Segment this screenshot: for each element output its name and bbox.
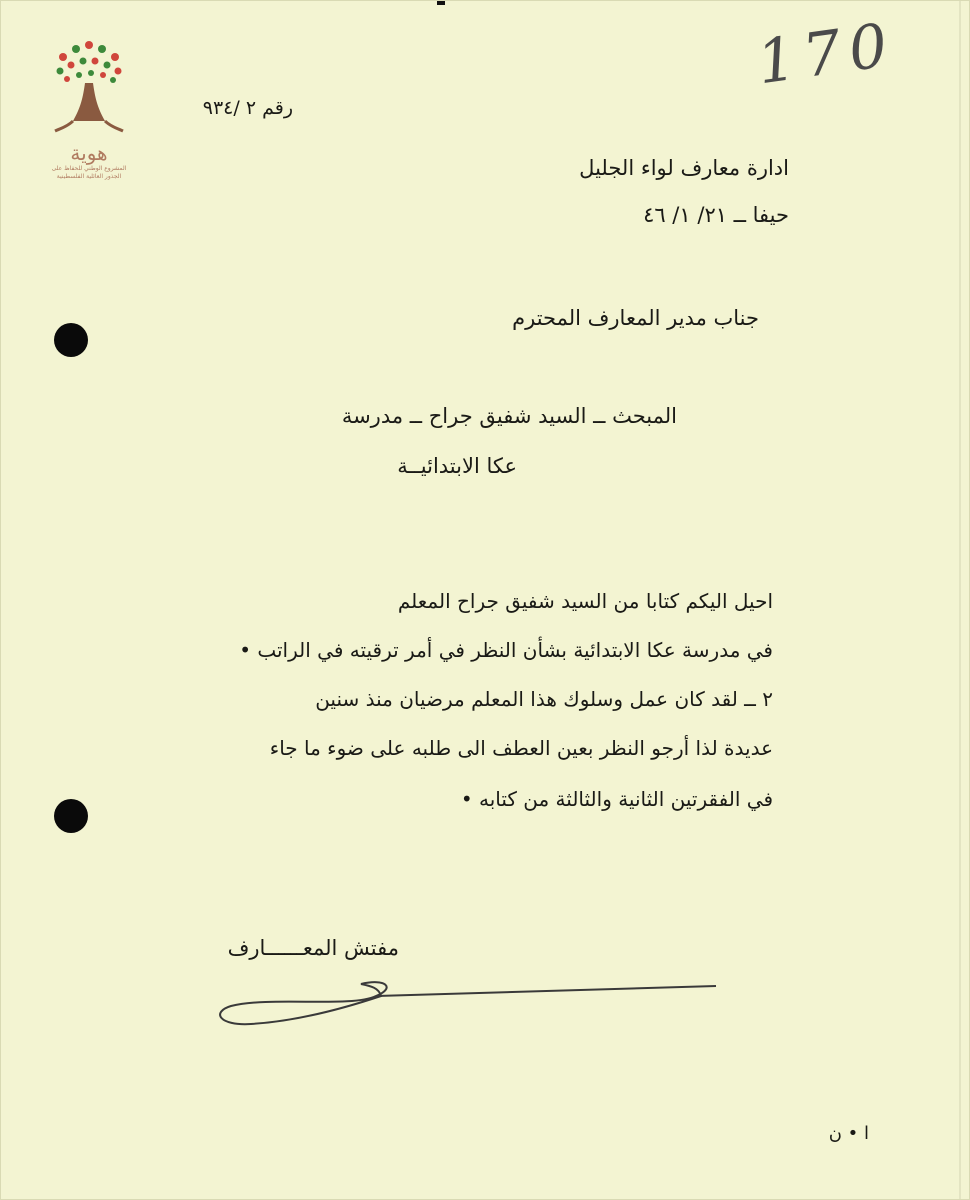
punch-hole-lower xyxy=(54,799,88,833)
folio-number: 170 xyxy=(752,9,900,99)
signature-title: مفتش المعــــــارف xyxy=(227,936,399,960)
sender-office: ادارة معارف لواء الجليل xyxy=(579,156,789,180)
addressee: جناب مدير المعارف المحترم xyxy=(512,306,759,330)
edge-mark xyxy=(437,1,445,5)
body-line-4: عديدة لذا أرجو النظر بعين العطف الى طلبه على ضوء ما جاء xyxy=(269,736,773,760)
tree-logo-icon xyxy=(43,35,135,135)
body-line-3: ٢ ــ لقد كان عمل وسلوك هذا المعلم مرضيان منذ سنين xyxy=(315,687,773,711)
logo-caption: المشروع الوطني للحفاظ على الجذور العائلية الفلسطينية xyxy=(51,165,127,180)
subject-line-2: عكا الابتدائيــة xyxy=(397,454,517,478)
punch-hole-upper xyxy=(54,323,88,357)
body-line-2: في مدرسة عكا الابتدائية بشأن النظر في أمر ترقيته في الراتب • xyxy=(239,638,773,662)
subject-line-1: المبحث ــ السيد شفيق جراح ــ مدرسة xyxy=(341,404,677,428)
logo-name: هوية xyxy=(70,141,108,165)
sender-place-date: حيفا ــ ٢١/ ١/ ٤٦ xyxy=(643,203,789,227)
page-edge-line xyxy=(959,1,961,1199)
archive-logo xyxy=(43,35,135,195)
body-line-1: احيل اليكم كتابا من السيد شفيق جراح المعلم xyxy=(397,589,773,613)
body-line-5: في الفقرتين الثانية والثالثة من كتابه • xyxy=(460,787,773,811)
reference-number: رقم ٢ /٩٣٤ xyxy=(202,97,293,119)
typist-initials: ا • ن xyxy=(828,1123,869,1144)
handwritten-signature xyxy=(211,966,731,1036)
